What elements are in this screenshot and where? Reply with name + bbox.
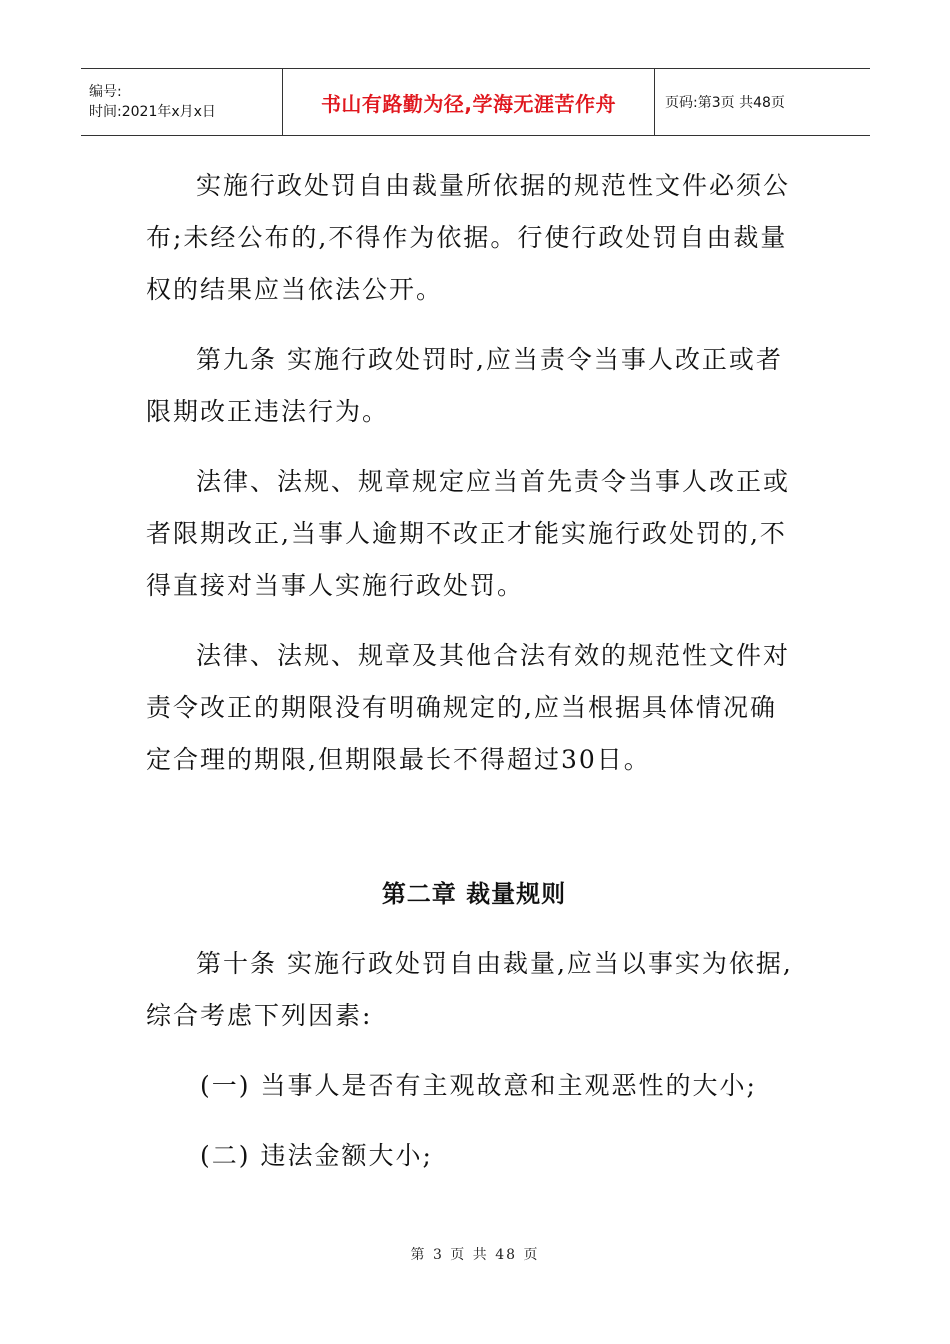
document-date: 时间:2021年x月x日 bbox=[89, 104, 216, 120]
chapter-heading: 第二章 裁量规则 bbox=[381, 880, 567, 908]
page-footer: 第 3 页 共 48 页 bbox=[410, 1247, 540, 1263]
list-item: (一) 当事人是否有主观故意和主观恶性的大小; bbox=[200, 1071, 757, 1100]
article-10: 第十条 实施行政处罚自由裁量,应当以事实为依据,综合考虑下列因素: bbox=[146, 949, 793, 1030]
list-item: (二) 违法金额大小; bbox=[200, 1141, 433, 1170]
header-page-info: 页码:第3页 共48页 bbox=[665, 95, 785, 111]
header-meta bbox=[81, 69, 282, 135]
header-motto: 书山有路勤为径,学海无涯苦作舟 bbox=[282, 69, 655, 135]
paragraph: 实施行政处罚自由裁量所依据的规范性文件必须公布;未经公布的,不得作为依据。行使行政处罚自由裁量权的结果应当依法公开。 bbox=[146, 171, 791, 304]
article-9: 第九条 实施行政处罚时,应当责令当事人改正或者限期改正违法行为。 bbox=[146, 345, 783, 426]
document-number-label: 编号: bbox=[89, 84, 122, 100]
paragraph: 法律、法规、规章规定应当首先责令当事人改正或者限期改正,当事人逾期不改正才能实施行政处罚的,不得直接对当事人实施行政处罚。 bbox=[146, 467, 791, 600]
page-header bbox=[81, 68, 870, 136]
document-body bbox=[146, 160, 802, 1200]
paragraph: 法律、法规、规章及其他合法有效的规范性文件对责令改正的期限没有明确规定的,应当根据具体情况确定合理的期限,但期限最长不得超过30日。 bbox=[146, 641, 791, 774]
